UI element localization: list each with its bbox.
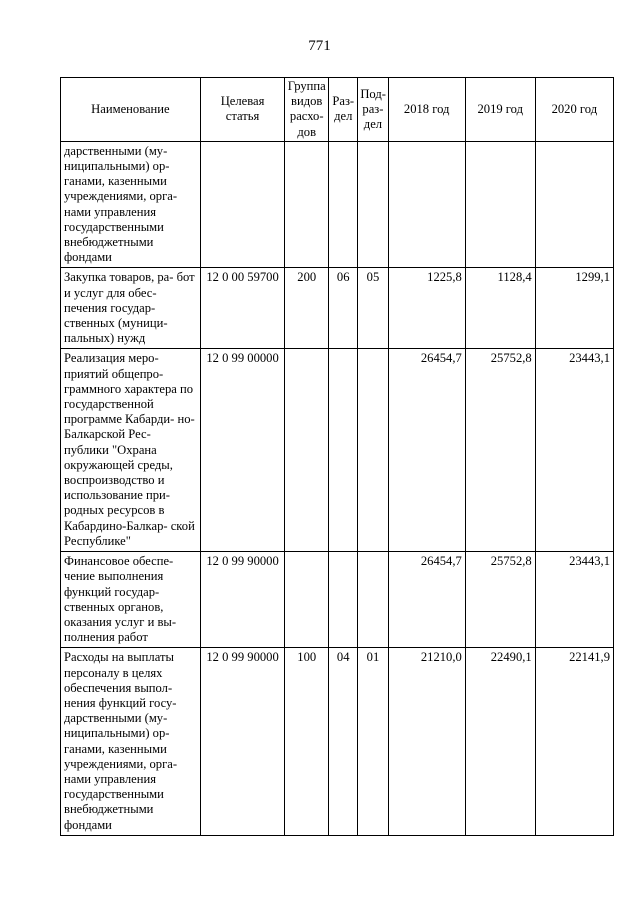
- row-2018: 26454,7: [388, 552, 465, 648]
- row-group: 200: [285, 268, 329, 349]
- row-name: Закупка товаров, ра- бот и услуг для обес- печения государ- ственных (муници- пальных) нужд: [61, 268, 201, 349]
- header-subsection: Под- раз- дел: [358, 78, 388, 142]
- table-row: [61, 141, 614, 268]
- row-2018: 1225,8: [388, 268, 465, 349]
- row-2019: 25752,8: [465, 349, 535, 552]
- row-section: [329, 141, 358, 268]
- table-row: [61, 648, 614, 835]
- row-section: 06: [329, 268, 358, 349]
- row-2018: 21210,0: [388, 648, 465, 835]
- row-section: [329, 552, 358, 648]
- row-2019: 22490,1: [465, 648, 535, 835]
- header-2020: 2020 год: [535, 78, 613, 142]
- table-row: [61, 349, 614, 552]
- row-2019: 1128,4: [465, 268, 535, 349]
- row-group: 100: [285, 648, 329, 835]
- row-subsection: 01: [358, 648, 388, 835]
- row-2020: [535, 141, 613, 268]
- row-name: Расходы на выплаты персоналу в целях обеспечения выпол- нения функций госу- дарственными (му- ниципальными) ор- ганами, казенными учреждениями, орга- нами управления государственными внебюджетными фондами: [61, 648, 201, 835]
- header-code: Целевая статья: [200, 78, 285, 142]
- row-name: Реализация меро- приятий общепро- граммного характера по государственной программе Кабарди- но-Балкарской Рес- публики "Охрана окружающей среды, воспроизводство и использование при- родных ресурсов в Кабардино-Балкар- ской Республике": [61, 349, 201, 552]
- header-section: Раз- дел: [329, 78, 358, 142]
- row-group: [285, 141, 329, 268]
- row-2019: [465, 141, 535, 268]
- row-subsection: [358, 349, 388, 552]
- row-code: 12 0 99 90000: [200, 552, 285, 648]
- header-name: Наименование: [61, 78, 201, 142]
- row-2020: 23443,1: [535, 552, 613, 648]
- row-name: дарственными (му- ниципальными) ор- ганами, казенными учреждениями, орга- нами управления государственными внебюджетными фондами: [61, 141, 201, 268]
- table-header-row: [61, 78, 614, 142]
- row-code: 12 0 99 90000: [200, 648, 285, 835]
- row-2020: 1299,1: [535, 268, 613, 349]
- row-code: [200, 141, 285, 268]
- row-subsection: [358, 552, 388, 648]
- header-group: Группа видов расхо- дов: [285, 78, 329, 142]
- row-2019: 25752,8: [465, 552, 535, 648]
- row-section: [329, 349, 358, 552]
- table-row: [61, 552, 614, 648]
- header-2018: 2018 год: [388, 78, 465, 142]
- table-row: [61, 268, 614, 349]
- row-code: 12 0 00 59700: [200, 268, 285, 349]
- row-group: [285, 349, 329, 552]
- header-2019: 2019 год: [465, 78, 535, 142]
- row-2018: 26454,7: [388, 349, 465, 552]
- row-subsection: 05: [358, 268, 388, 349]
- row-group: [285, 552, 329, 648]
- row-2020: 22141,9: [535, 648, 613, 835]
- row-2018: [388, 141, 465, 268]
- row-section: 04: [329, 648, 358, 835]
- row-name: Финансовое обеспе- чение выполнения функций государ- ственных органов, оказания услуг и вы- полнения работ: [61, 552, 201, 648]
- row-code: 12 0 99 00000: [200, 349, 285, 552]
- row-2020: 23443,1: [535, 349, 613, 552]
- budget-table: [60, 77, 614, 836]
- page-number: 771: [308, 38, 331, 54]
- row-subsection: [358, 141, 388, 268]
